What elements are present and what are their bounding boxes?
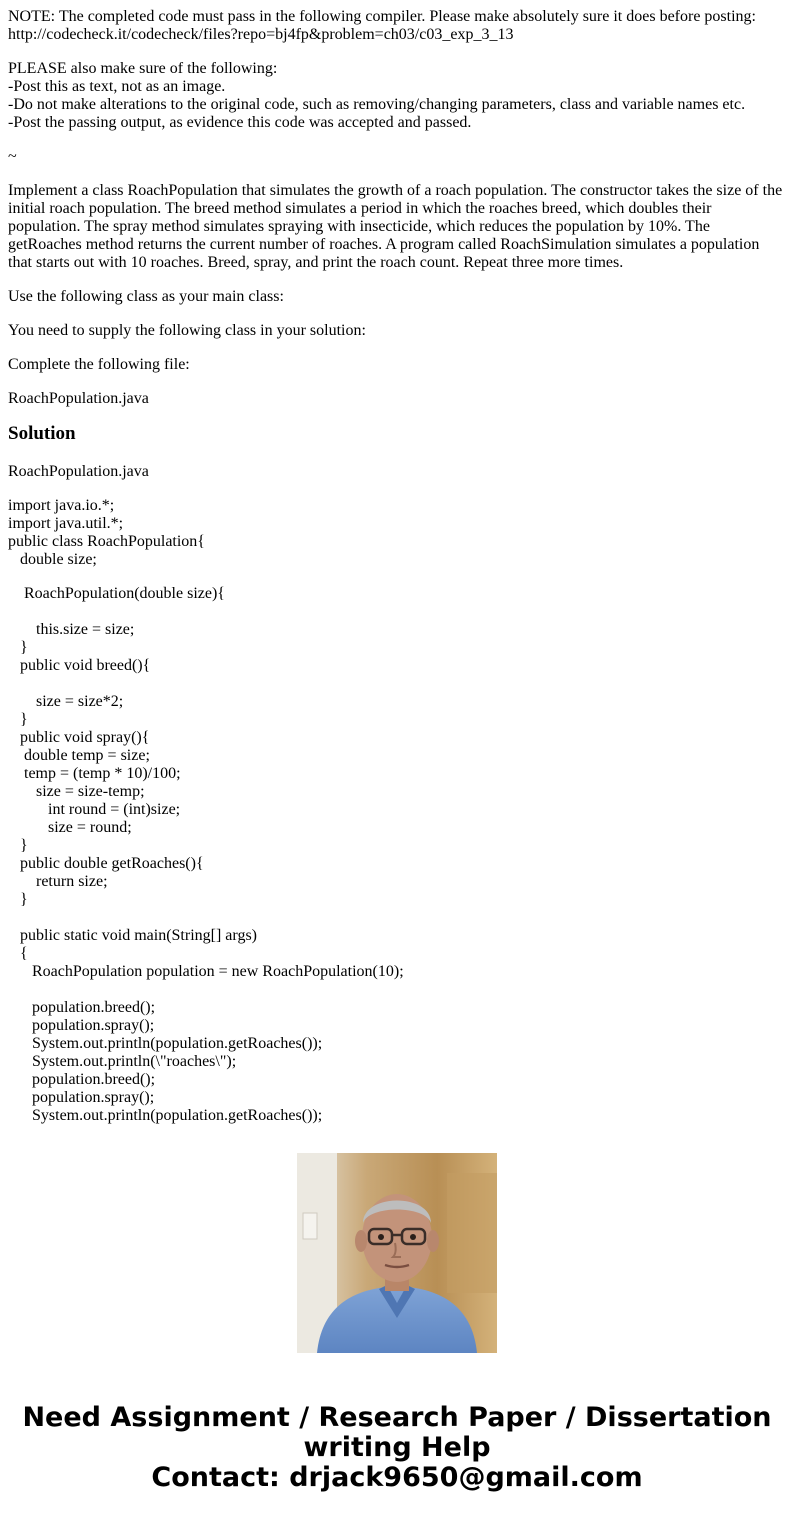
code-line: size = size*2; <box>8 693 124 710</box>
code-line: int round = (int)size; <box>8 801 181 818</box>
code-line: } <box>8 837 28 854</box>
code-line: import java.util.*; <box>8 515 124 532</box>
code-group-5 <box>8 927 784 981</box>
code-group-3 <box>8 621 784 675</box>
code-line: RoachPopulation(double size){ <box>8 585 225 602</box>
code-line: } <box>8 711 28 728</box>
code-line: size = round; <box>8 819 132 836</box>
requirement-line: -Do not make alterations to the original code, such as removing/changing parameters, class and variable names etc. <box>8 96 746 113</box>
code-line: temp = (temp * 10)/100; <box>8 765 181 782</box>
solution-file-name: RoachPopulation.java <box>8 463 149 480</box>
code-line: return size; <box>8 873 108 890</box>
code-line: public double getRoaches(){ <box>8 855 204 872</box>
code-line: } <box>8 891 28 908</box>
requirements-paragraph <box>8 60 784 132</box>
supply-class-text: You need to supply the following class in your solution: <box>8 322 366 339</box>
code-line: size = size-temp; <box>8 783 145 800</box>
code-line: public class RoachPopulation{ <box>8 533 205 550</box>
code-line: public void spray(){ <box>8 729 150 746</box>
problem-description: Implement a class RoachPopulation that simulates the growth of a roach population. The constructor takes the size of the initial roach population. The breed method simulates a period in which the roaches breed, which doubles their population. The spray method simulates spraying with insecticide, which reduces the population by 10%. The getRoaches method returns the current number of roaches. A program called RoachSimulation simulates a population that starts out with 10 roaches. Breed, spray, and print the roach count. Repeat three more times. <box>8 182 787 271</box>
code-group-1 <box>8 497 784 569</box>
code-line: public static void main(String[] args) <box>8 927 257 944</box>
code-group-6 <box>8 999 784 1125</box>
requirement-line: -Post the passing output, as evidence this code was accepted and passed. <box>8 114 472 131</box>
complete-file-text: Complete the following file: <box>8 356 190 373</box>
code-group-4 <box>8 693 784 909</box>
question-content <box>8 8 787 1124</box>
promo-line: Need Assignment / Research Paper / Dissertation <box>22 1402 772 1433</box>
file-name: RoachPopulation.java <box>8 390 149 407</box>
codecheck-url: http://codecheck.it/codecheck/files?repo=bj4fp&problem=ch03/c03_exp_3_13 <box>8 26 514 43</box>
code-line: System.out.println(\"roaches\"); <box>8 1053 237 1070</box>
note-line: NOTE: The completed code must pass in the following compiler. Please make absolutely sure it does before posting: <box>8 8 756 25</box>
tilde-separator: ~ <box>8 148 17 165</box>
code-line: this.size = size; <box>8 621 135 638</box>
author-portrait <box>297 1153 497 1353</box>
code-line: population.breed(); <box>8 999 156 1016</box>
code-line: System.out.println(population.getRoaches()); <box>8 1035 323 1052</box>
code-line: population.spray(); <box>8 1089 155 1106</box>
author-avatar <box>297 1153 497 1353</box>
code-line: System.out.println(population.getRoaches()); <box>8 1107 323 1124</box>
requirement-line: -Post this as text, not as an image. <box>8 78 226 95</box>
main-class-text: Use the following class as your main class: <box>8 288 284 305</box>
code-line: double size; <box>8 551 97 568</box>
promo-contact: Contact: drjack9650@gmail.com <box>151 1462 643 1493</box>
code-line: import java.io.*; <box>8 497 115 514</box>
promo-banner <box>0 1403 794 1493</box>
solution-heading: Solution <box>8 423 76 444</box>
code-line: } <box>8 639 28 656</box>
code-line: double temp = size; <box>8 747 150 764</box>
promo-line: writing Help <box>303 1432 491 1463</box>
code-line: population.breed(); <box>8 1071 156 1088</box>
code-line: RoachPopulation population = new RoachPopulation(10); <box>8 963 404 980</box>
code-block <box>8 497 784 1125</box>
code-line: population.spray(); <box>8 1017 155 1034</box>
code-line: public void breed(){ <box>8 657 151 674</box>
code-line: { <box>8 945 28 962</box>
requirement-line: PLEASE also make sure of the following: <box>8 60 278 77</box>
note-paragraph <box>8 8 784 44</box>
code-group-2 <box>8 585 784 603</box>
